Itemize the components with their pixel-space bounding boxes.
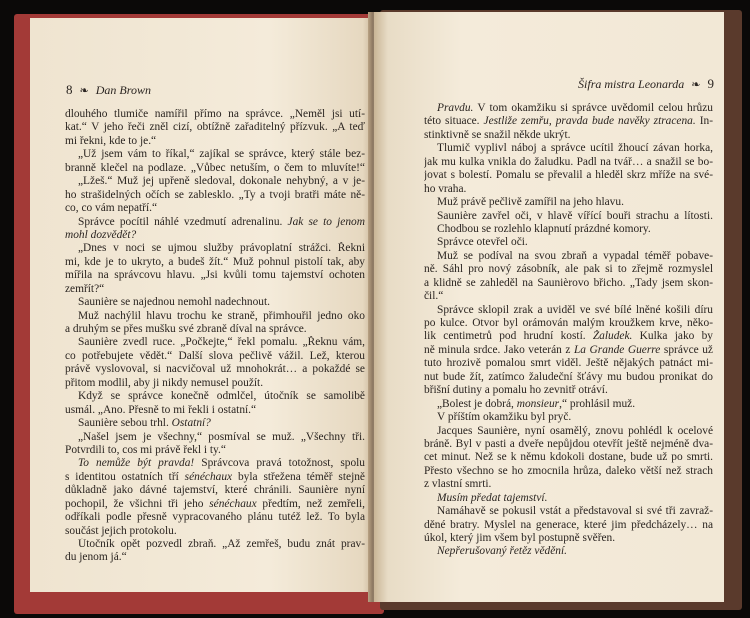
body-text: „Bolest je dobrá, — [437, 397, 517, 410]
italic-text: Jestliže zemřu, pravda bude navěky ztracena. — [483, 115, 696, 128]
body-text: jak mu kulka vnikla do žaludku. Padl na tvář… a snažil se bo- — [424, 155, 713, 168]
author-name: Dan Brown — [95, 83, 151, 97]
text-line — [65, 135, 365, 148]
body-text: zemřít?“ — [65, 282, 105, 295]
text-line — [65, 175, 365, 188]
italic-text: Pravdu. — [437, 102, 474, 114]
body-text: usmál. „Ano. Přesně to mi řekli i ostatní.“ — [65, 403, 257, 416]
text-line — [424, 277, 713, 290]
text-line — [65, 162, 365, 175]
body-text: Správce otevřel oči. — [437, 236, 528, 249]
text-line — [424, 532, 713, 545]
text-line — [65, 310, 365, 323]
text-line — [65, 148, 365, 161]
text-line — [65, 202, 365, 215]
text-line — [65, 457, 365, 470]
body-text: V příštím okamžiku byl pryč. — [437, 411, 572, 424]
text-line — [424, 465, 713, 478]
body-text: pochopil, že všichni tři jeho — [65, 497, 210, 510]
italic-text: mohl dozvědět? — [65, 228, 137, 241]
text-line — [424, 519, 713, 532]
text-line — [65, 242, 365, 255]
body-text: čil.“ — [424, 290, 444, 303]
text-line — [424, 129, 713, 142]
left-running-header — [66, 82, 151, 98]
body-text: Saunière se najednou nemohl nadechnout. — [78, 296, 271, 309]
text-line — [65, 525, 365, 538]
body-text: odříkali podle přesně vypracovaného plánu tutéž lež. To byla — [65, 511, 365, 524]
text-line — [424, 425, 713, 438]
text-line — [65, 444, 365, 457]
body-text: děné bratry. Myslel na generace, které jim předcházely… na — [424, 518, 713, 531]
body-text: Muž nachýlil hlavu trochu ke straně, přimhouřil jedno oko — [78, 309, 365, 322]
body-text: nut bude žít, zatímco žaludeční šťávy mu budou pronikat do — [424, 370, 713, 383]
body-text: „Našel jsem je všechny,“ posmíval se muž. „Všechny tři. — [78, 430, 365, 443]
body-text: Saunière sebou trhl. — [78, 417, 172, 430]
text-line — [424, 142, 713, 155]
text-line — [424, 451, 713, 464]
body-text: z vlastní smrti. — [424, 478, 492, 491]
text-line — [424, 196, 713, 209]
text-line — [424, 478, 713, 491]
body-text: Když se správce konečně odmlčel, útočník se samolibě — [78, 390, 365, 403]
text-line — [424, 545, 713, 558]
text-line — [65, 189, 365, 202]
italic-text: Ostatní? — [171, 417, 211, 430]
body-text: přitom modlil, aby ji nikdy nemusel použít. — [65, 376, 264, 389]
body-text: mi, kde je to ukryto, a budeš žít.“ Muž pohnul pistolí tak, aby — [65, 255, 365, 268]
text-line — [65, 108, 365, 121]
text-line — [424, 290, 713, 303]
body-text: mířila na správcovu hlavu. „Jsi kvůli tomu tajemství ochoten — [65, 269, 365, 282]
body-text: a klidně se zahleděl na Saunièrovo břicho. „Tady jsem skon- — [424, 276, 713, 289]
body-text: „Dnes v noci se ujmou služby právoplatní strážci. Řekni — [78, 242, 365, 255]
text-line — [424, 357, 713, 370]
text-line — [65, 216, 365, 229]
left-page — [30, 18, 373, 592]
body-text: Muž právě pečlivě zamířil na jeho hlavu. — [437, 196, 624, 209]
italic-text: Žaludek. — [592, 330, 633, 343]
body-text: Potvrdili to, cos mi právě řekl i ty.“ — [65, 443, 226, 456]
body-text: důkladně jako dávné tajemství, které chránili. Saunière nyní — [65, 484, 365, 497]
body-text: „Už jsem vám to říkal,“ zajíkal se správce, který stále bez- — [78, 148, 365, 161]
body-text: du jenom já.“ — [65, 551, 127, 564]
text-line — [65, 350, 365, 363]
body-text: předtím, než zemřeli, — [256, 497, 365, 510]
body-text: Jacques Saunière, nyní osamělý, znovu pohlédl k ocelové — [437, 424, 713, 437]
body-text: Útočník opět pozvedl zbraň. „Až zemřeš, budu znát prav- — [78, 538, 365, 550]
body-text: mi řekni, kde to je.“ — [65, 134, 157, 147]
body-text: V tom okamžiku si správce uvědomil celou hrůzu — [473, 102, 713, 114]
text-line — [65, 377, 365, 390]
text-line — [424, 371, 713, 384]
text-line — [424, 438, 713, 451]
text-line — [424, 250, 713, 263]
text-line — [65, 390, 365, 403]
body-text: stinktivně se snažil někde ukrýt. — [424, 128, 571, 141]
italic-text: To nemůže být pravda! — [78, 457, 195, 470]
body-text: Správce sklopil zrak a uviděl ve své bílé lněné košili díru — [437, 303, 713, 316]
body-text: byla střežena téměř stejně — [232, 470, 365, 483]
italic-text: La Grande Guerre — [573, 343, 661, 356]
text-line — [424, 210, 713, 223]
text-line — [65, 417, 365, 430]
body-text: Muž se podíval na svou zbraň a vypadal téměř pobave- — [437, 249, 713, 262]
body-text: ,“ prohlásil muž. — [559, 397, 636, 410]
ornament-icon: ❧ — [79, 85, 89, 97]
italic-text: Musím předat tajemství. — [437, 491, 548, 504]
body-text: Tlumič vyplivl náboj a správce ucítil žhoucí závan horka, — [437, 142, 713, 155]
page-number: 8 — [66, 82, 73, 97]
body-text: ho vraha. — [424, 182, 467, 195]
ornament-icon: ❧ — [691, 79, 701, 91]
text-line — [65, 498, 365, 511]
body-text: a druhým se přes mušku své zbraně díval na správce. — [65, 323, 307, 335]
text-line — [65, 538, 365, 551]
text-line — [424, 223, 713, 236]
text-line — [424, 344, 713, 357]
text-line — [424, 398, 713, 411]
text-line — [65, 121, 365, 134]
right-running-header — [578, 76, 714, 92]
text-line — [65, 269, 365, 282]
text-line — [65, 551, 365, 564]
text-line — [65, 256, 365, 269]
text-line — [424, 102, 713, 115]
text-line — [65, 471, 365, 484]
body-text: Správcova pravá totožnost, spolu — [194, 457, 365, 470]
text-line — [424, 384, 713, 397]
body-text: co potřebujete vědět.“ Další slova pečlivě vážil. Lež, kterou — [65, 349, 365, 362]
body-text: ně minula srdce. Jako veterán z — [424, 343, 574, 356]
text-line — [424, 505, 713, 518]
body-text: Kulka jako by — [639, 330, 713, 343]
italic-text: sénéchaux — [184, 470, 233, 483]
text-line — [424, 183, 713, 196]
body-text: Přesto všechno se ho zmocnila hrůza, daleko větší než strach — [424, 464, 713, 477]
body-text: právě vyslovoval, si nacvičoval už mnohokrát… a pokaždé se — [65, 363, 365, 376]
text-line — [424, 317, 713, 330]
body-text: „Lžeš.“ Muž jej upřeně sledoval, dokonale nehybný, a v je- — [78, 175, 365, 188]
text-line — [65, 484, 365, 497]
body-text: po kulce. Otvor byl orámován malým kroužkem krve, něko- — [424, 317, 713, 329]
text-line — [65, 283, 365, 296]
italic-text: sénéchaux — [209, 497, 257, 510]
text-line — [424, 492, 713, 505]
book-title: Šifra mistra Leonarda — [578, 77, 685, 91]
text-line — [65, 323, 365, 336]
body-text: ně. Sáhl pro nový zásobník, ale pak si to zřejmě rozmyslel — [424, 263, 713, 276]
body-text: tuto hrozivě pomalou smrt viděl. Ještě nějakých patnáct mi- — [424, 357, 713, 370]
right-page — [374, 12, 724, 602]
italic-text: Nepřerušovaný řetěz vědění. — [437, 545, 568, 558]
left-page-text — [65, 108, 365, 565]
body-text: Správce pocítil náhlé vzedmutí adrenalinu. — [78, 215, 288, 228]
body-text: In- — [695, 115, 713, 128]
body-text: Saunière zavřel oči, v hlavě vířící bouři strachu a lítosti. — [437, 209, 713, 222]
body-text: branně klečel na podlaze. „Vůbec netuším, o čem to mluvíte!“ — [65, 161, 365, 174]
text-line — [65, 363, 365, 376]
body-text: součást jejich protokolu. — [65, 524, 177, 537]
text-line — [65, 511, 365, 524]
body-text: bráně. Byl v pasti a dveře nepůjdou otevřít ještě nejméně dva- — [424, 437, 713, 450]
body-text: ho strašidelných očích se zablesklo. „Ty a tvoji bratři máte ně- — [65, 188, 365, 201]
text-line — [65, 431, 365, 444]
italic-text: monsieur — [516, 397, 560, 410]
text-line — [65, 404, 365, 417]
body-text: břišní dutiny a pomalu ho zevnitř otráví. — [424, 384, 608, 397]
body-text: Namáhavě se pokusil vstát a představoval si své tři zavraž- — [437, 505, 713, 518]
body-text: cet minut. Než se k němu kdokoli dostane, bude už po smrti. — [424, 451, 713, 464]
text-line — [424, 411, 713, 424]
text-line — [424, 330, 713, 343]
body-text: úkol, který jim všem byl postupně svěřen. — [424, 532, 616, 544]
body-text: co, co vám nepatří.“ — [65, 202, 158, 215]
text-line — [65, 336, 365, 349]
body-text: jovat s bolestí. Pomalu se převalil a hleděl skrz mříže na své- — [424, 169, 713, 182]
text-line — [424, 115, 713, 128]
body-text: správce už — [660, 343, 713, 356]
text-line — [65, 296, 365, 309]
right-page-text — [424, 102, 713, 559]
body-text: dlouhého tlumiče namířil přímo na správce. „Neměl jsi utí- — [65, 108, 365, 120]
text-line — [424, 236, 713, 249]
text-line — [424, 169, 713, 182]
text-line — [424, 304, 713, 317]
body-text: této situace. — [424, 115, 484, 128]
text-line — [424, 156, 713, 169]
body-text: Chodbou se rozlehlo klapnutí prázdné komory. — [437, 222, 651, 235]
body-text: lik centimetrů pod hrudní kostí. — [424, 330, 593, 343]
text-line — [65, 229, 365, 242]
text-line — [424, 263, 713, 276]
body-text: s identitou ostatních tří — [65, 470, 185, 483]
body-text: Saunière zvedl ruce. „Počkejte,“ řekl pomalu. „Řeknu vám, — [78, 336, 365, 349]
italic-text: Jak se to jenom — [287, 215, 365, 228]
page-number: 9 — [707, 76, 714, 91]
body-text: kat.“ V jeho řeči zněl cizí, obtížně zařaditelný přízvuk. „A teď — [65, 121, 365, 134]
